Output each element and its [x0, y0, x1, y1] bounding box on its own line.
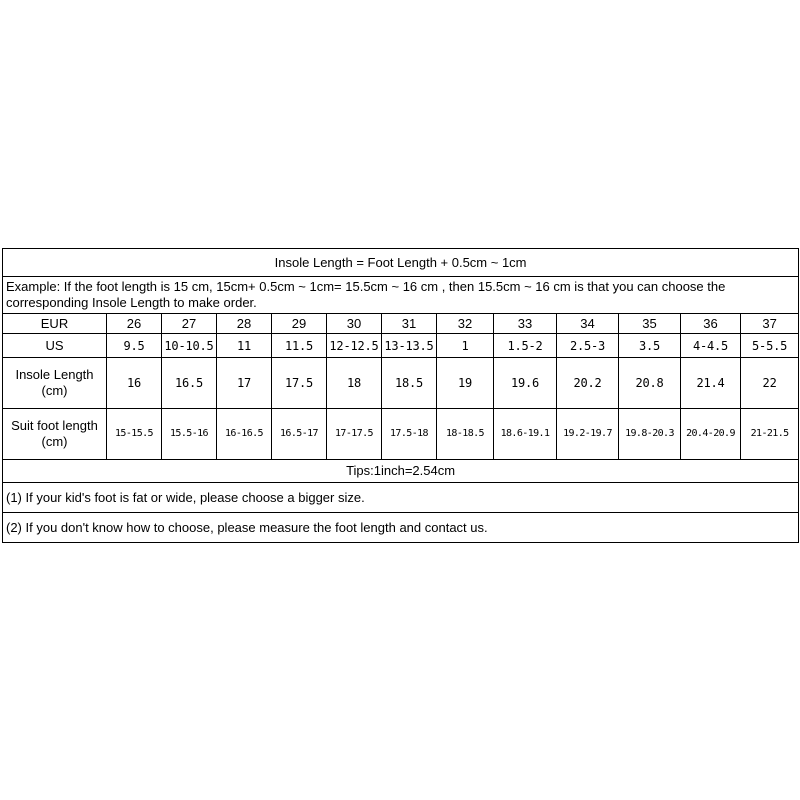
- eur-value-cell: 35: [619, 314, 681, 334]
- insole-value-cell: 20.2: [557, 358, 619, 409]
- eur-value-cell: 26: [107, 314, 162, 334]
- us-value-cell: 11.5: [272, 334, 327, 358]
- insole-value-cell: 18: [327, 358, 382, 409]
- row-label-us: US: [3, 334, 107, 358]
- us-value-cell: 1.5-2: [494, 334, 557, 358]
- example-text: Example: If the foot length is 15 cm, 15cm+ 0.5cm ~ 1cm= 15.5cm ~ 16 cm , then 15.5cm ~ 16 cm is that you can choose the corresponding Insole Length to make order.: [3, 277, 799, 314]
- us-value-cell: 4-4.5: [681, 334, 741, 358]
- eur-value-cell: 36: [681, 314, 741, 334]
- us-value-cell: 3.5: [619, 334, 681, 358]
- suit-foot-length-row: [3, 409, 799, 460]
- insole-value-cell: 20.8: [619, 358, 681, 409]
- eur-value-cell: 31: [382, 314, 437, 334]
- insole-value-cell: 22: [741, 358, 799, 409]
- suit-value-cell: 21-21.5: [741, 409, 799, 460]
- suit-value-cell: 15-15.5: [107, 409, 162, 460]
- note-text: (1) If your kid's foot is fat or wide, please choose a bigger size.: [3, 483, 799, 513]
- us-size-row: [3, 334, 799, 358]
- suit-value-cell: 19.8-20.3: [619, 409, 681, 460]
- us-value-cell: 5-5.5: [741, 334, 799, 358]
- insole-value-cell: 17.5: [272, 358, 327, 409]
- suit-value-cell: 17-17.5: [327, 409, 382, 460]
- note-text: (2) If you don't know how to choose, please measure the foot length and contact us.: [3, 513, 799, 543]
- eur-value-cell: 30: [327, 314, 382, 334]
- insole-value-cell: 16.5: [162, 358, 217, 409]
- suit-value-cell: 20.4-20.9: [681, 409, 741, 460]
- suit-value-cell: 15.5-16: [162, 409, 217, 460]
- us-value-cell: 11: [217, 334, 272, 358]
- suit-value-cell: 18.6-19.1: [494, 409, 557, 460]
- insole-value-cell: 16: [107, 358, 162, 409]
- suit-value-cell: 18-18.5: [437, 409, 494, 460]
- eur-value-cell: 32: [437, 314, 494, 334]
- insole-length-row: [3, 358, 799, 409]
- us-value-cell: 9.5: [107, 334, 162, 358]
- insole-value-cell: 21.4: [681, 358, 741, 409]
- suit-value-cell: 16-16.5: [217, 409, 272, 460]
- note-row: [3, 483, 799, 513]
- suit-value-cell: 16.5-17: [272, 409, 327, 460]
- eur-value-cell: 37: [741, 314, 799, 334]
- us-value-cell: 1: [437, 334, 494, 358]
- example-row: [3, 277, 799, 314]
- us-value-cell: 12-12.5: [327, 334, 382, 358]
- tips-row: [3, 460, 799, 483]
- us-value-cell: 2.5-3: [557, 334, 619, 358]
- note-row: [3, 513, 799, 543]
- us-value-cell: 10-10.5: [162, 334, 217, 358]
- eur-value-cell: 29: [272, 314, 327, 334]
- row-label-suit: Suit foot length (cm): [3, 409, 107, 460]
- insole-value-cell: 19: [437, 358, 494, 409]
- size-chart-table: [2, 248, 799, 543]
- row-label-insole: Insole Length (cm): [3, 358, 107, 409]
- tips-text: Tips:1inch=2.54cm: [3, 460, 799, 483]
- insole-value-cell: 18.5: [382, 358, 437, 409]
- eur-value-cell: 28: [217, 314, 272, 334]
- insole-value-cell: 17: [217, 358, 272, 409]
- eur-value-cell: 34: [557, 314, 619, 334]
- suit-value-cell: 17.5-18: [382, 409, 437, 460]
- eur-size-row: [3, 314, 799, 334]
- chart-title: Insole Length = Foot Length + 0.5cm ~ 1cm: [3, 249, 799, 277]
- suit-value-cell: 19.2-19.7: [557, 409, 619, 460]
- eur-value-cell: 33: [494, 314, 557, 334]
- title-row: [3, 249, 799, 277]
- row-label-eur: EUR: [3, 314, 107, 334]
- eur-value-cell: 27: [162, 314, 217, 334]
- insole-value-cell: 19.6: [494, 358, 557, 409]
- us-value-cell: 13-13.5: [382, 334, 437, 358]
